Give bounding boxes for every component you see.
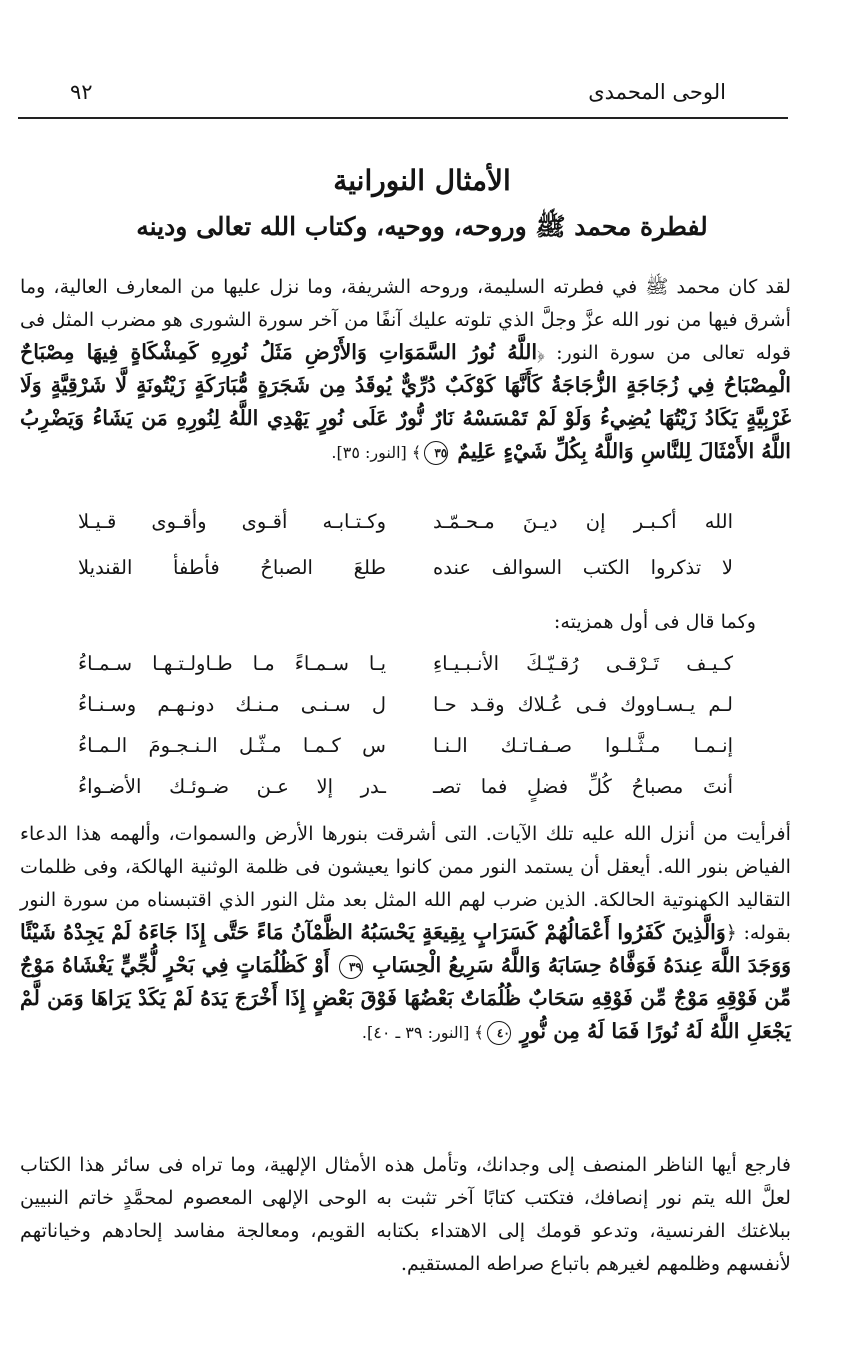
header-rule (18, 117, 788, 119)
poem-hemistich-left: يـا سـمـاءً مـا طـاولـتـهـا سـمـاءُ (78, 652, 386, 675)
chapter-title: الأمثال النورانية (333, 164, 511, 197)
quran-verse-39: وَالَّذِينَ كَفَرُوا أَعْمَالُهُمْ كَسَرَابٍ بِقِيعَةٍ يَحْسَبُهُ الظَّمْآنُ مَاءً حَتَّى إِذَا جَاءَهُ لَمْ يَجِدْهُ شَيْئًا وَوَجَدَ اللَّهَ عِندَهُ فَوَفَّاهُ حِسَابَهُ وَاللَّهُ سَرِيعُ الْحِسَابِ (20, 920, 791, 977)
paragraph-2-text: أفرأيت من أنزل الله عليه تلك الآيات. التى أشرقت بنورها الأرض والسموات، وألهمه هذا الدعاء الفياض بنور الله. أيعقل أن يستمد النور ممن كانوا يعيشون فى ظلمة الوثنية الهالكة، وفى ظلمات التقاليد الكهنوتية الحالكة. الذين ضرب لهم الله المثل بعد مثل النور الذي اقتبسناه من سورة النور بقوله: ﴿ (20, 822, 791, 944)
paragraph-1 (20, 270, 791, 469)
poem-hemistich-right: لا تذكروا الكتب السوالف عنده (433, 556, 733, 579)
poem-couplet (20, 693, 791, 729)
poem-couplet (20, 556, 791, 592)
chapter-subtitle: لفطرة محمد ﷺ وروحه، ووحيه، وكتاب الله تعالى ودينه (136, 212, 708, 241)
poem-intro: وكما قال فى أول همزيته: (553, 610, 756, 633)
poem-hemistich-left: س كـمـا مـثّـل الـنـجـومَ الـمـاءُ (78, 734, 386, 757)
paragraph-3-text: فارجع أيها الناظر المنصف إلى وجدانك، وتأمل هذه الأمثال الإلهية، وما تراه فى سائر هذا الكتاب لعلَّ الله يتم نور إنصافك، فتكتب كتابًا آخر تثبت به الوحى الإلهى المعصوم لمحمَّدٍ خاتم النبيين ببلاغتك الفرنسية، وتدعو قومك إلى الاهتداء بكتابه القويم، ومعالجة مفاسد إلحادهم وخياناتهم لأنفسهم وظلمهم لغيرهم باتباع صراطه المستقيم. (20, 1153, 791, 1275)
quran-verse-40: أَوْ كَظُلُمَاتٍ فِي بَحْرٍ لُّجِّيٍّ يَغْشَاهُ مَوْجٌ مِّن فَوْقِهِ مَوْجٌ مِّن فَوْقِهِ سَحَابٌ ظُلُمَاتٌ بَعْضُهَا فَوْقَ بَعْضٍ إِذَا أَخْرَجَ يَدَهُ لَمْ يَكَدْ يَرَاهَا وَمَن لَّمْ يَجْعَلِ اللَّهُ لَهُ نُورًا فَمَا لَهُ مِن نُّورٍ (20, 953, 791, 1043)
paragraph-3 (20, 1148, 791, 1280)
paragraph-2 (20, 817, 791, 1049)
page-header (18, 80, 788, 116)
poem-hemistich-right: الله أكـبـر إن ديـنَ مـحـمّـد (433, 510, 733, 533)
verse-number-mark: ٣٩ (339, 955, 363, 979)
quran-verse-35: اللَّهُ نُورُ السَّمَوَاتِ وَالأَرْضِ مَثَلُ نُورِهِ كَمِشْكَاةٍ فِيهَا مِصْبَاحٌ الْمِصْبَاحُ فِي زُجَاجَةٍ الزُّجَاجَةُ كَأَنَّهَا كَوْكَبٌ دُرِّيٌّ يُوقَدُ مِن شَجَرَةٍ مُّبَارَكَةٍ زَيْتُونَةٍ لَّا شَرْقِيَّةٍ وَلَا غَرْبِيَّةٍ يَكَادُ زَيْتُهَا يُضِيءُ وَلَوْ لَمْ تَمْسَسْهُ نَارٌ نُّورٌ عَلَى نُورٍ يَهْدِي اللَّهُ لِنُورِهِ مَن يَشَاءُ وَيَضْرِبُ اللَّهُ الأَمْثَالَ لِلنَّاسِ وَاللَّهُ بِكُلِّ شَيْءٍ عَلِيمٌ (20, 340, 791, 463)
poem-hemistich-left: ـدر إلا عـن ضـوئـك الأضـواءُ (78, 775, 386, 798)
verse-reference: ﴾ [النور: ٣٩ ـ ٤٠]. (361, 1023, 484, 1042)
poem-hemistich-left: ل سـنـى مـنـك دونـهـم وسـنـاءُ (78, 693, 386, 716)
verse-number-mark: ٤٠ (487, 1021, 511, 1045)
paragraph-1-text: لقد كان محمد ﷺ في فطرته السليمة، وروحه الشريفة، وما نزل عليها من المعارف العالية، وما أشرق فيها من نور الله عزَّ وجلَّ الذي تلوته عليك آنفًا من آخر سورة الشورى هو مضرب المثل فى قوله تعالى من سورة النور: ﴿ (20, 275, 791, 364)
poem-hemistich-left: طلعَ الصباحُ فأطفأ القنديلا (78, 556, 386, 579)
poem-couplet (20, 775, 791, 811)
poem-hemistich-right: إنـمـا مـثَّـلـوا صـفـاتـك الـنـا (433, 734, 733, 757)
verse-number-mark: ٣٥ (424, 441, 448, 465)
page-number: ٩٢ (70, 80, 93, 104)
running-title: الوحى المحمدى (588, 80, 726, 104)
poem-hemistich-right: كـيـف تَـرْقـى رُقـيّـكَ الأنـبـيـاءِ (433, 652, 733, 675)
poem-couplet (20, 510, 791, 546)
poem-hemistich-right: لـم يـسـاووك فـى عُـلاك وقـد حـا (433, 693, 733, 716)
poem-hemistich-right: أنتَ مصباحُ كُلِّ فضلٍ فما تصـ (433, 775, 733, 798)
poem-couplet (20, 652, 791, 688)
verse-reference: ﴾ [النور: ٣٥]. (331, 443, 422, 462)
poem-couplet (20, 734, 791, 770)
poem-hemistich-left: وكـتـابـه أقـوى وأقـوى قـيـلا (78, 510, 386, 533)
